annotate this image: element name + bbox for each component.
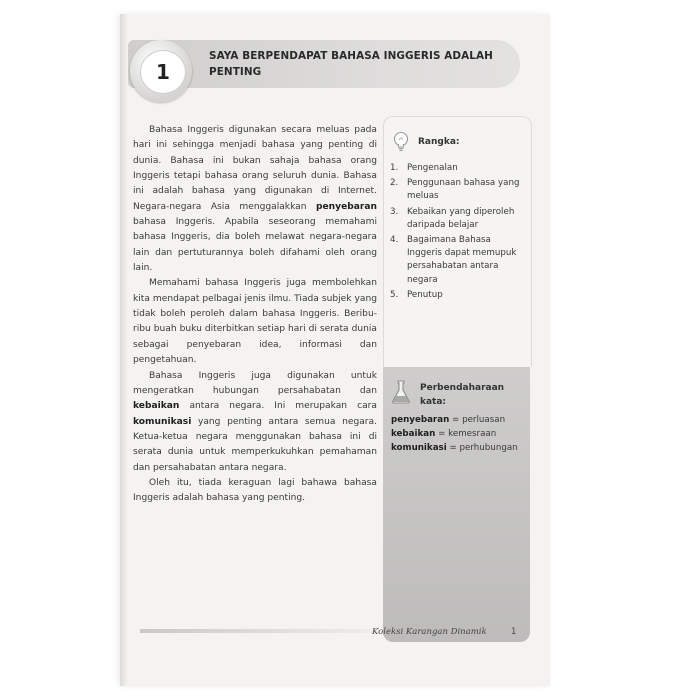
outline-item (390, 162, 526, 175)
lightbulb-icon (392, 131, 410, 153)
outline-item-number: 4. (390, 235, 399, 246)
outline-item-text: Kebaikan yang diperoleh daripada belajar (407, 206, 515, 230)
chapter-title: SAYA BERPENDAPAT BAHASA INGGERIS ADALAH PENTING (209, 50, 493, 78)
outline-item (390, 234, 526, 287)
essay-paragraph-4 (133, 476, 377, 507)
vocabulary-item (391, 428, 533, 441)
vocabulary-meaning: = kemesraan (435, 429, 497, 440)
bold-term: kebaikan (133, 401, 180, 412)
outline-title: Rangka: (418, 137, 460, 147)
essay-paragraph-2 (133, 276, 377, 368)
text-run: Bahasa Inggeris juga digunakan untuk mengeratkan hubungan persahabatan dan (133, 370, 377, 396)
outline-item-number: 2. (390, 178, 399, 189)
outline-list (390, 162, 526, 304)
flask-icon (390, 379, 412, 405)
footer-rule (140, 629, 380, 633)
outline-item-text: Penutup (407, 289, 443, 300)
essay-paragraph-1 (133, 123, 377, 276)
bold-term: komunikasi (133, 416, 192, 427)
chapter-number: 1 (140, 50, 186, 94)
outline-item-number: 1. (390, 163, 399, 173)
outline-item-number: 3. (390, 206, 399, 217)
outline-item-text: Pengenalan (407, 163, 458, 173)
text-run: bahasa Inggeris. Apabila seseorang memahami bahasa Inggeris, dia boleh melawat negara-negara lain dan pertuturannya boleh difahami oleh orang lain. (133, 217, 377, 274)
vocabulary-item (391, 442, 533, 455)
vocabulary-title: Perbendaharaan kata: (420, 383, 505, 407)
vocabulary-meaning: = perhubungan (446, 443, 518, 454)
vocabulary-word: kebaikan (391, 429, 436, 440)
essay-paragraph-3 (133, 369, 377, 476)
text-run: Memahami bahasa Inggeris juga membolehkan kita mendapat pelbagai jenis ilmu. Tiada subjek yang tidak boleh peroleh dalam bahasa Inggeris. Beribu-ribu buah buku diterbitkan setiap hari di serata dunia sebagai penyebaran idea, informasi dan pengetahuan. (133, 278, 377, 366)
outline-item-text: Penggunaan bahasa yang meluas (407, 178, 520, 202)
vocabulary-meaning: = perluasan (449, 415, 506, 425)
vocabulary-item (391, 414, 533, 427)
text-run: Bahasa Inggeris digunakan secara meluas pada hari ini sehingga menjadi bahasa yang penting di dunia. Bahasa ini bukan sahaja bahasa orang Inggeris tetapi bahasa orang seluruh dunia. Bahasa ini adalah bahasa yang digunakan di Internet. Negara-negara Asia menggalakkan (133, 125, 377, 212)
text-run: yang penting antara semua negara. Ketua-ketua negara menggunakan bahasa ini di serata dunia untuk memperkukuhkan pemahaman dan persahabatan antara negara. (133, 416, 377, 473)
outline-item (390, 206, 526, 232)
essay-body (133, 123, 377, 507)
outline-item-text: Bagaimana Bahasa Inggeris dapat memupuk persahabatan antara negara (407, 235, 517, 285)
outline-item-number: 5. (390, 289, 399, 300)
text-run: Oleh itu, tiada keraguan lagi bahawa bahasa Inggeris adalah bahasa yang penting. (133, 477, 377, 504)
vocabulary-list (391, 414, 533, 457)
footer-book-title: Koleksi Karangan Dinamik (372, 627, 487, 637)
vocabulary-word: komunikasi (391, 443, 447, 454)
page-gutter-shadow (120, 14, 128, 686)
outline-item (390, 177, 526, 203)
bold-term: penyebaran (316, 201, 377, 212)
page-number: 1 (511, 627, 517, 637)
vocabulary-word: penyebaran (391, 415, 450, 425)
text-run: antara negara. Ini merupakan cara (179, 401, 377, 412)
outline-item (390, 289, 526, 302)
